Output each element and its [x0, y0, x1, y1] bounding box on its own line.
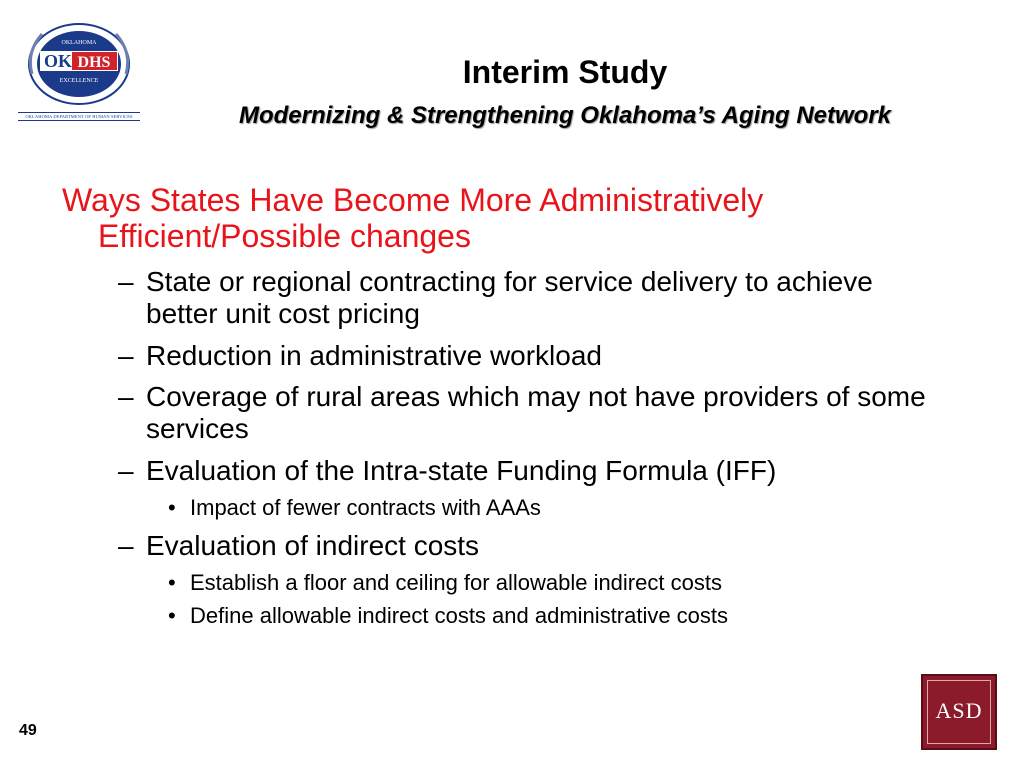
svg-text:OK: OK — [43, 51, 73, 71]
asd-logo-text: ASD — [935, 698, 983, 723]
sub-bullet-item — [168, 602, 948, 630]
bullet-item — [118, 381, 938, 445]
okdhs-caption: OKLAHOMA DEPARTMENT OF HUMAN SERVICES — [18, 112, 140, 121]
sub-bullet-text: Define allowable indirect costs and administrative costs — [190, 603, 729, 628]
slide-title: Interim Study — [462, 54, 668, 90]
bullet-item — [118, 340, 938, 372]
svg-text:DHS: DHS — [77, 54, 111, 71]
page-number: 49 — [19, 722, 37, 739]
okdhs-bottom-text: EXCELLENCE — [59, 78, 99, 84]
asd-logo — [921, 674, 997, 750]
dash-marker: – — [118, 381, 134, 412]
bullet-text: State or regional contracting for service delivery to achieve better unit cost pricing — [146, 266, 873, 329]
sub-bullet-text: Establish a floor and ceiling for allowable indirect costs — [190, 570, 722, 595]
bullet-text: Evaluation of indirect costs — [146, 530, 480, 561]
okdhs-top-text: OKLAHOMA — [61, 40, 97, 46]
bullet-dot: • — [168, 495, 176, 520]
dash-marker: – — [118, 530, 134, 561]
slide-subtitle: Modernizing & Strengthening Oklahoma’s Aging Network — [238, 102, 892, 129]
bullet-dot: • — [168, 603, 176, 628]
bullet-text: Evaluation of the Intra-state Funding Formula (IFF) — [146, 455, 777, 486]
bullet-item — [118, 266, 938, 330]
bullet-dot: • — [168, 570, 176, 595]
sub-bullet-item — [168, 569, 948, 597]
bullet-item — [118, 455, 938, 487]
bullet-text: Reduction in administrative workload — [146, 340, 602, 371]
sub-bullet-item — [168, 494, 948, 522]
dash-marker: – — [118, 266, 134, 297]
dash-marker: – — [118, 340, 134, 371]
bullet-text: Coverage of rural areas which may not have providers of some services — [146, 381, 926, 444]
content-heading: Ways States Have Become More Administratively Efficient/Possible changes — [62, 182, 764, 254]
sub-bullet-text: Impact of fewer contracts with AAAs — [190, 495, 541, 520]
bullet-item — [118, 530, 938, 562]
dash-marker: – — [118, 455, 134, 486]
